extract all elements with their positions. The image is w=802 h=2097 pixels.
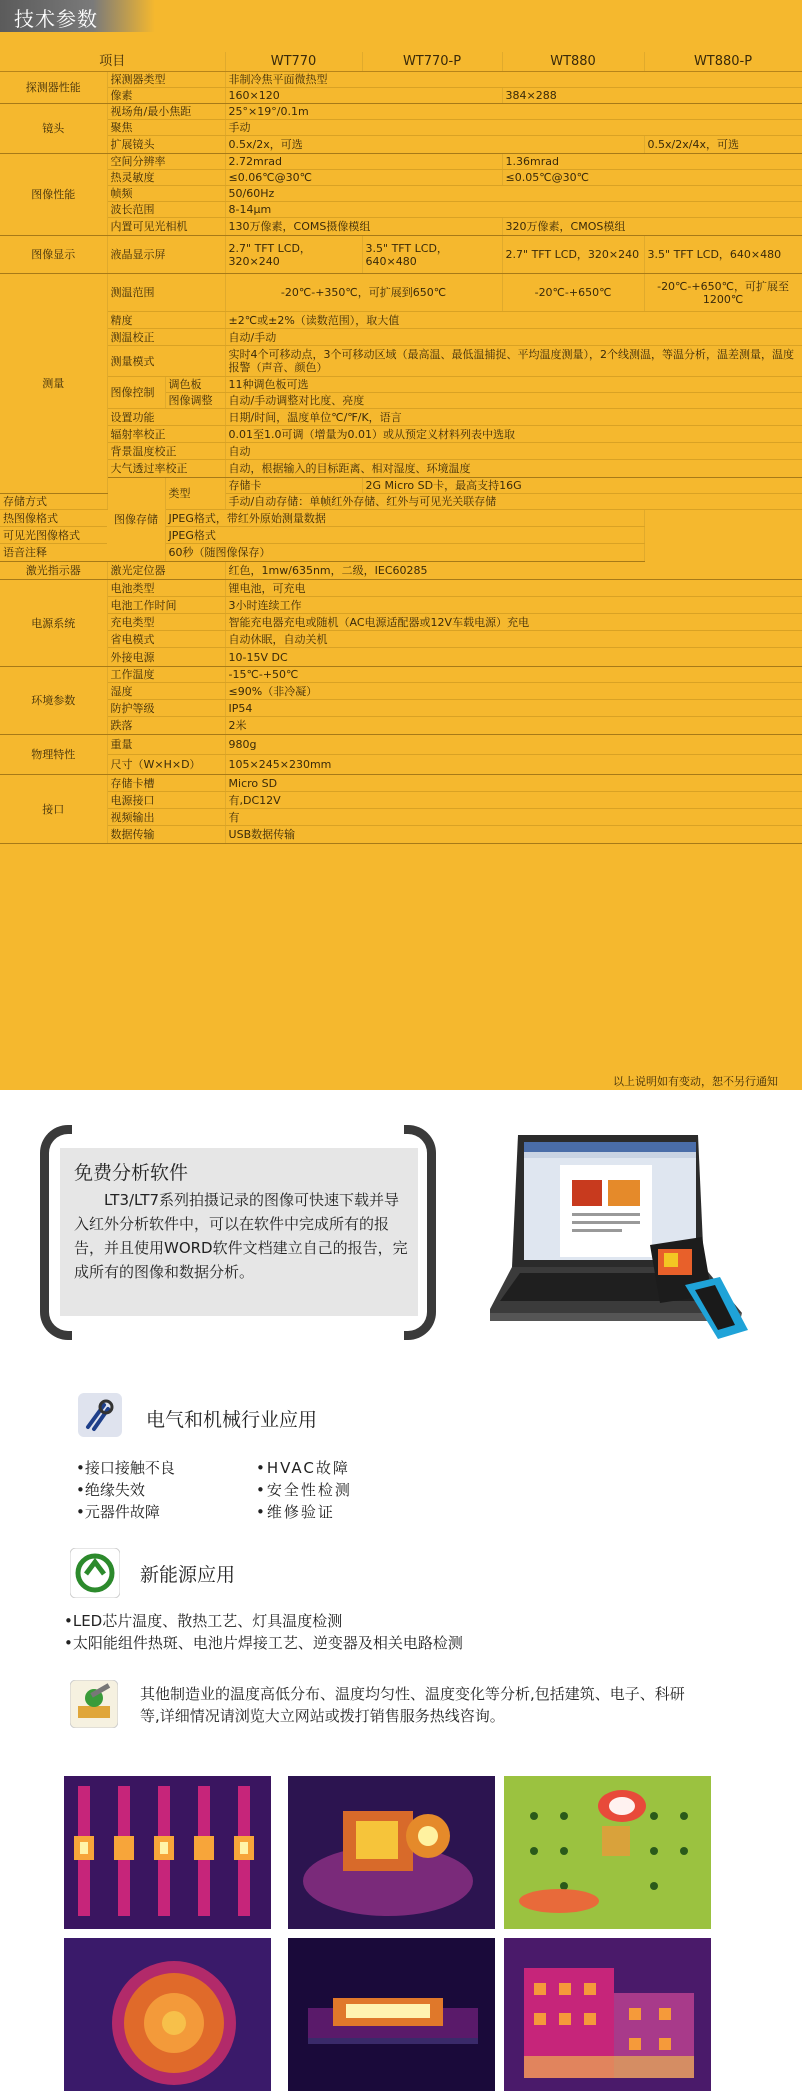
row-label: 测温范围 [107, 274, 225, 312]
row-value: 非制冷焦平面微热型 [225, 72, 802, 88]
header-model: WT880-P [644, 52, 802, 72]
laptop-image [490, 1125, 760, 1345]
table-row [0, 377, 802, 393]
row-label: 测量模式 [107, 346, 225, 377]
tools-icon [70, 1680, 118, 1728]
row-value: ≤0.05℃@30℃ [502, 170, 802, 186]
row-value: 3小时连续工作 [225, 597, 802, 614]
row-value: 2米 [225, 717, 802, 735]
row-value: 60秒（随图像保存） [165, 544, 644, 562]
software-panel [60, 1148, 418, 1316]
row-label: 大气透过率校正 [107, 460, 225, 478]
table-row [0, 527, 802, 544]
row-label: 充电类型 [107, 614, 225, 631]
row-label: 类型 [165, 478, 225, 510]
group-label: 镜头 [0, 104, 107, 154]
header-model: WT880 [502, 52, 644, 72]
table-row [0, 170, 802, 186]
table-row [0, 346, 802, 377]
table-row [0, 460, 802, 478]
row-value: 50/60Hz [225, 186, 802, 202]
row-value: 手动 [225, 120, 802, 136]
table-row [0, 562, 802, 580]
row-label: 防护等级 [107, 700, 225, 717]
table-row [0, 826, 802, 844]
other-applications-text: 其他制造业的温度高低分布、温度均匀性、温度变化等分析,包括建筑、电子、科研等,详细情况请浏览大立网站或拨打销售服务热线咨询。 [140, 1685, 685, 1725]
row-label: 语音注释 [0, 544, 165, 562]
recycle-icon [70, 1548, 120, 1598]
table-row [0, 544, 802, 562]
row-label: 液晶显示屏 [107, 236, 225, 274]
row-value: ±2℃或±2%（读数范围），取大值 [225, 312, 802, 329]
row-value: USB数据传输 [225, 826, 802, 844]
row-label: 帧频 [107, 186, 225, 202]
row-value: -20℃-+350℃，可扩展到650℃ [225, 274, 502, 312]
group-label: 测量 [0, 274, 107, 494]
thermal-image-chip [288, 1938, 495, 2091]
table-row [0, 218, 802, 236]
row-label: 可见光图像格式 [0, 527, 165, 544]
table-row [0, 409, 802, 426]
list-item: •绝缘失效 [76, 1481, 145, 1499]
table-row [0, 667, 802, 683]
row-value: 2.7" TFT LCD，320×240 [225, 236, 362, 274]
table-row [0, 72, 802, 88]
row-value: 自动，根据输入的目标距离、相对湿度、环境温度 [225, 460, 802, 478]
row-label: 热灵敏度 [107, 170, 225, 186]
row-label: 电池类型 [107, 580, 225, 597]
newenergy-title: 新能源应用 [140, 1564, 236, 1586]
table-row [0, 597, 802, 614]
electrical-list-2 [256, 1457, 352, 1523]
thermal-image-switchgear [64, 1776, 271, 1929]
row-sublabel: 调色板 [165, 377, 225, 393]
table-row [0, 154, 802, 170]
row-value: 有,DC12V [225, 792, 802, 809]
table-row [0, 329, 802, 346]
row-label: 工作温度 [107, 667, 225, 683]
row-value: 384×288 [502, 88, 802, 104]
row-label: 跌落 [107, 717, 225, 735]
group-label: 接口 [0, 775, 107, 844]
spec-title: 技术参数 [14, 7, 98, 31]
row-label: 省电模式 [107, 631, 225, 648]
table-row [0, 104, 802, 120]
software-description: LT3/LT7系列拍摄记录的图像可快速下载并导入红外分析软件中，可以在软件中完成所有的报告，并且使用WORD软件文档建立自己的报告，完成所有的图像和数据分析。 [74, 1191, 408, 1281]
spec-title-bar [0, 0, 155, 32]
pliers-icon [78, 1393, 122, 1437]
row-value: 2G Micro SD卡，最高支持16G [362, 478, 802, 494]
thermal-image-board [504, 1776, 711, 1929]
table-row [0, 792, 802, 809]
electrical-title: 电气和机械行业应用 [146, 1409, 318, 1431]
group-label: 图像性能 [0, 154, 107, 236]
list-item: •安全性检测 [256, 1481, 352, 1499]
table-row [0, 274, 802, 312]
row-label: 聚焦 [107, 120, 225, 136]
row-label: 数据传输 [107, 826, 225, 844]
spec-footnote: 以上说明如有变动，恕不另行通知 [613, 1075, 778, 1088]
row-value: 130万像素，COMS摄像模组 [225, 218, 502, 236]
table-row [0, 186, 802, 202]
row-value: 8-14μm [225, 202, 802, 218]
row-value: 2.72mrad [225, 154, 502, 170]
thermal-image-gallery [64, 1776, 720, 2091]
group-label: 激光指示器 [0, 562, 107, 580]
header-item: 项目 [0, 52, 225, 72]
row-value: 日期/时间，温度单位℃/℉/K，语言 [225, 409, 802, 426]
header-model: WT770-P [362, 52, 502, 72]
row-label: 辐射率校正 [107, 426, 225, 443]
row-value: 0.01至1.0可调（增量为0.01）或从预定义材料列表中选取 [225, 426, 802, 443]
row-label: 视频输出 [107, 809, 225, 826]
row-label: 空间分辨率 [107, 154, 225, 170]
table-row [0, 755, 802, 775]
row-value: 160×120 [225, 88, 502, 104]
row-value: 10-15V DC [225, 648, 802, 667]
row-label: 外接电源 [107, 648, 225, 667]
thermal-image-building [504, 1938, 711, 2091]
row-value: Micro SD [225, 775, 802, 792]
row-label: 扩展镜头 [107, 136, 225, 154]
row-sublabel: 图像调整 [165, 393, 225, 409]
group-label: 环境参数 [0, 667, 107, 735]
table-row [0, 202, 802, 218]
row-label: 激光定位器 [107, 562, 225, 580]
group-label: 电源系统 [0, 580, 107, 667]
row-value: 25°×19°/0.1m [225, 104, 802, 120]
table-row [0, 312, 802, 329]
row-value: 红色，1mw/635nm，二级，IEC60285 [225, 562, 802, 580]
row-value: -20℃-+650℃ [502, 274, 644, 312]
row-label: 图像控制 [107, 377, 165, 409]
spec-header-row [0, 52, 802, 72]
group-label: 物理特性 [0, 735, 107, 775]
group-label: 图像显示 [0, 236, 107, 274]
row-label: 精度 [107, 312, 225, 329]
row-value: 手动/自动存储：单帧红外存储、红外与可见光关联存储 [225, 494, 802, 510]
group-label: 探测器性能 [0, 72, 107, 104]
thermal-image-motor [288, 1776, 495, 1929]
table-row [0, 631, 802, 648]
table-row [0, 426, 802, 443]
row-label: 背景温度校正 [107, 443, 225, 460]
row-value: 自动/手动调整对比度、亮度 [225, 393, 802, 409]
spec-table [0, 52, 802, 844]
group-label: 图像存储 [107, 478, 165, 562]
row-value: 实时4个可移动点，3个可移动区域（最高温、最低温捕捉、平均温度测量），2个线测温，等温分析，温差测量，温度报警（声音、颜色） [225, 346, 802, 377]
row-label: 波长范围 [107, 202, 225, 218]
row-label: 电源接口 [107, 792, 225, 809]
row-label: 尺寸（W×H×D） [107, 755, 225, 775]
row-value: 11种调色板可选 [225, 377, 802, 393]
list-item: •接口接触不良 [76, 1459, 175, 1477]
row-label: 视场角/最小焦距 [107, 104, 225, 120]
row-value: 320万像素，CMOS模组 [502, 218, 802, 236]
row-label: 湿度 [107, 683, 225, 700]
table-row [0, 683, 802, 700]
table-row [0, 700, 802, 717]
table-row [0, 717, 802, 735]
row-value: 980g [225, 735, 802, 755]
row-label: 像素 [107, 88, 225, 104]
row-label: 设置功能 [107, 409, 225, 426]
table-row [0, 120, 802, 136]
row-value: 105×245×230mm [225, 755, 802, 775]
newenergy-list [64, 1610, 463, 1654]
row-label: 电池工作时间 [107, 597, 225, 614]
row-value: 自动/手动 [225, 329, 802, 346]
row-value: 0.5x/2x，可选 [225, 136, 644, 154]
row-value: -15℃-+50℃ [225, 667, 802, 683]
row-value: 智能充电器充电或随机（AC电源适配器或12V车载电源）充电 [225, 614, 802, 631]
row-value: 3.5" TFT LCD，640×480 [362, 236, 502, 274]
row-value: 自动休眠，自动关机 [225, 631, 802, 648]
row-sublabel: 存储方式 [0, 494, 107, 510]
row-label: 重量 [107, 735, 225, 755]
table-row [0, 735, 802, 755]
row-value: -20℃-+650℃，可扩展至1200℃ [644, 274, 802, 312]
list-item: •HVAC故障 [256, 1459, 350, 1477]
electrical-list-1 [76, 1457, 175, 1523]
table-row [0, 478, 802, 494]
row-label: 内置可见光相机 [107, 218, 225, 236]
row-value: IP54 [225, 700, 802, 717]
row-value: 2.7" TFT LCD，320×240 [502, 236, 644, 274]
table-row [0, 443, 802, 460]
row-value: 锂电池，可充电 [225, 580, 802, 597]
row-value: 1.36mrad [502, 154, 802, 170]
table-row [0, 236, 802, 274]
table-row [0, 809, 802, 826]
row-value: 自动 [225, 443, 802, 460]
row-value: ≤90%（非冷凝） [225, 683, 802, 700]
row-label: 热图像格式 [0, 510, 165, 527]
software-title: 免费分析软件 [74, 1162, 189, 1184]
row-label: 探测器类型 [107, 72, 225, 88]
list-item: •维修验证 [256, 1503, 335, 1521]
thermal-image-tire [64, 1938, 271, 2091]
header-model: WT770 [225, 52, 362, 72]
table-row [0, 136, 802, 154]
list-item: •元器件故障 [76, 1503, 160, 1521]
row-value: ≤0.06℃@30℃ [225, 170, 502, 186]
row-value: JPEG格式 [165, 527, 644, 544]
row-value: JPEG格式，带红外原始测量数据 [165, 510, 644, 527]
table-row [0, 648, 802, 667]
list-item: •LED芯片温度、散热工艺、灯具温度检测 [64, 1612, 343, 1630]
table-row [0, 614, 802, 631]
row-label: 存储卡槽 [107, 775, 225, 792]
row-value: 0.5x/2x/4x，可选 [644, 136, 802, 154]
table-row [0, 88, 802, 104]
row-value: 3.5" TFT LCD，640×480 [644, 236, 802, 274]
row-sublabel: 存储卡 [225, 478, 362, 494]
list-item: •太阳能组件热斑、电池片焊接工艺、逆变器及相关电路检测 [64, 1634, 463, 1652]
table-row [0, 775, 802, 792]
row-value: 有 [225, 809, 802, 826]
row-label: 测温校正 [107, 329, 225, 346]
table-row [0, 580, 802, 597]
